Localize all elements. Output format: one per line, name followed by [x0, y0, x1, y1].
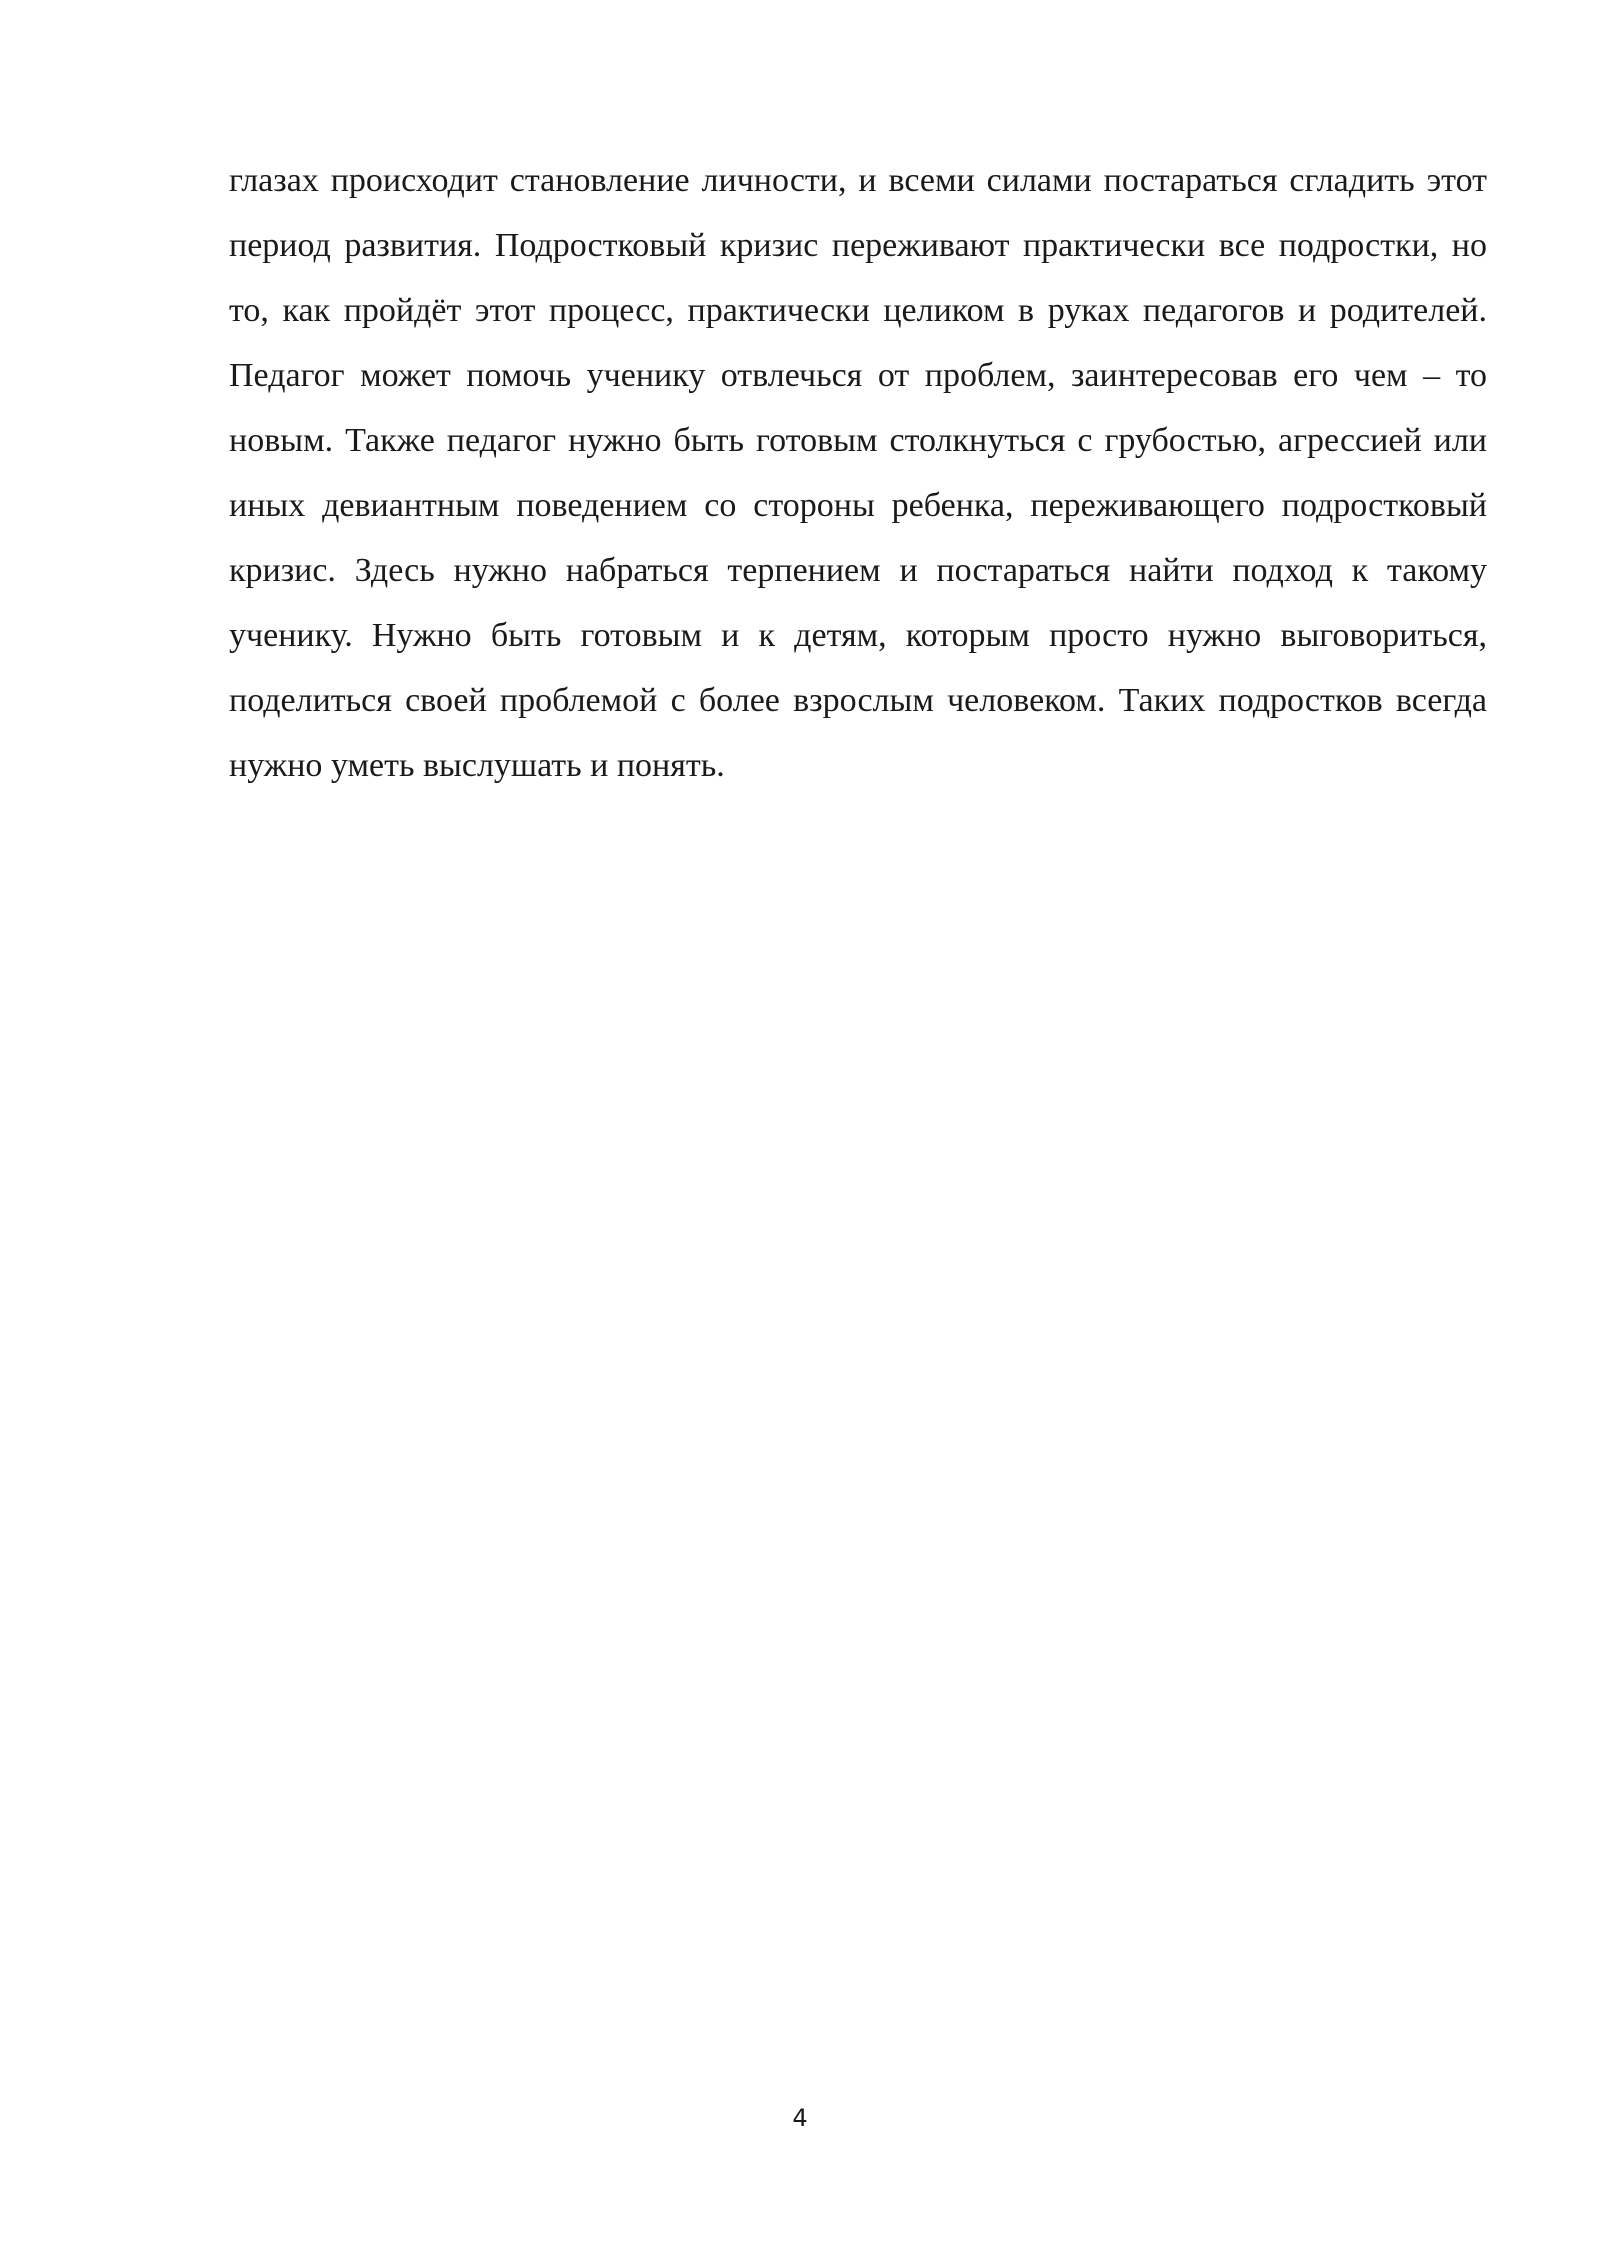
- body-paragraph: глазах происходит становление личности, и всеми силами постараться сгладить этот период развития. Подростковый кризис переживают практически все подростки, но то, как пройдёт этот процесс, практически целиком в руках педагогов и родителей. Педагог может помочь ученику отвлечься от проблем, заинтересовав его чем – то новым. Также педагог нужно быть готовым столкнуться с грубостью, агрессией или иных девиантным поведением со стороны ребенка, переживающего подростковый кризис. Здесь нужно набраться терпением и постараться найти подход к такому ученику. Нужно быть готовым и к детям, которым просто нужно выговориться, поделиться своей проблемой с более взрослым человеком. Таких подростков всегда нужно уметь выслушать и понять.: [229, 162, 1487, 784]
- page-number: 4: [792, 2104, 808, 2132]
